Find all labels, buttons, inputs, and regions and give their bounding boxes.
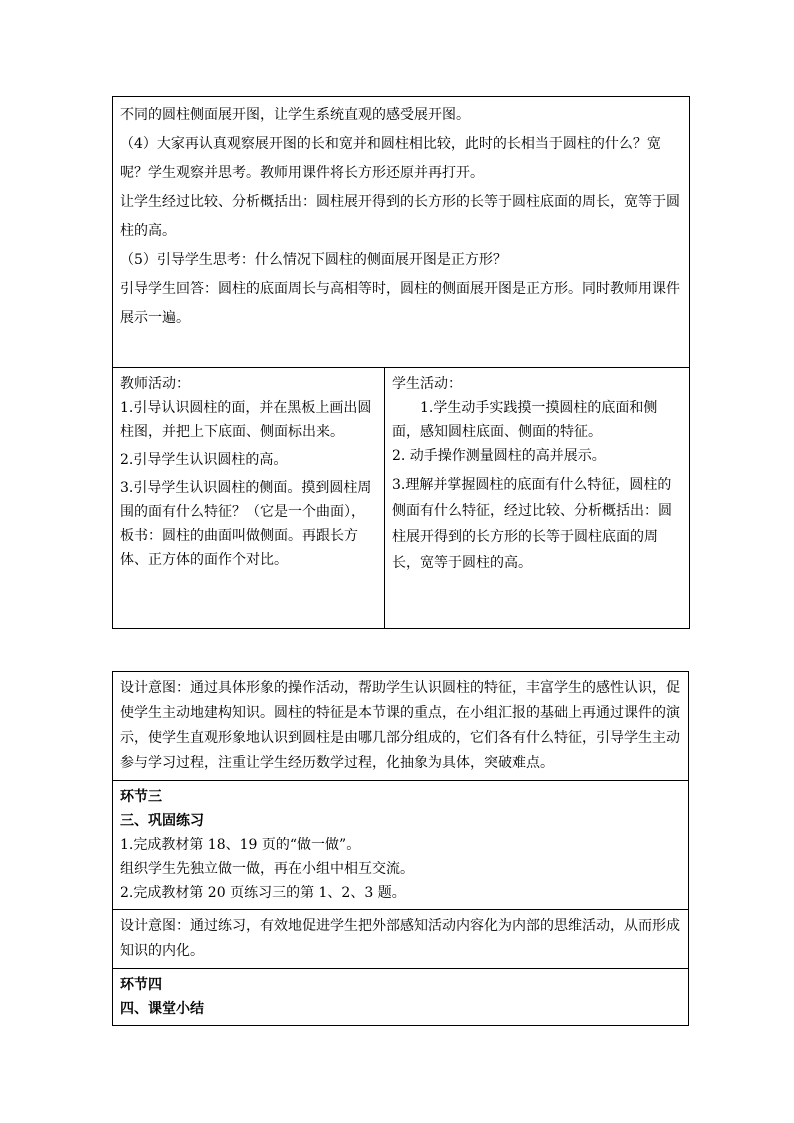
- section-3-cell: [113, 781, 689, 910]
- lesson-table-2: [112, 671, 689, 1026]
- section-3-line: 组织学生先独立做一做，再在小组中相互交流。: [120, 861, 414, 877]
- design-intent-text: 设计意图：通过练习，有效地促进学生把外部感知活动内容化为内部的思维活动，从而形成知识的内化。: [120, 918, 680, 959]
- intro-line: 不同的圆柱侧面展开图，让学生系统直观的感受展开图。: [120, 107, 470, 123]
- intro-line: （5）引导学生思考：什么情况下圆柱的侧面展开图是正方形？: [120, 252, 507, 268]
- section-4-cell: [113, 969, 689, 1026]
- section-3-label: 环节三: [120, 789, 162, 805]
- design-intent-cell-1: [113, 672, 689, 781]
- student-activity-cell: [385, 368, 690, 629]
- teacher-item: 1.引导认识圆柱的面，并在黑板上画出圆柱图，并把上下底面、侧面标出来。: [120, 400, 372, 440]
- section-3-line: 2.完成教材第 20 页练习三的第 1、2、3 题。: [120, 885, 406, 901]
- design-intent-text: 设计意图：通过具体形象的操作活动，帮助学生认识圆柱的特征，丰富学生的感性认识，促使学生主动地建构知识。圆柱的特征是本节课的重点，在小组汇报的基础上再通过课件的演示，使学生直观形象地认识到圆柱是由哪几部分组成的，它们各有什么特征，引导学生主动参与学习过程，注重让学生经历数学过程，化抽象为具体，突破难点。: [120, 680, 680, 771]
- student-item: 3.理解并掌握圆柱的底面有什么特征，圆柱的侧面有什么特征，经过比较、分析概括出：圆柱展开得到的长方形的长等于圆柱底面的周长，宽等于圆柱的高。: [392, 477, 672, 571]
- intro-line: 让学生经过比较、分析概括出：圆柱展开得到的长方形的长等于圆柱底面的周长，宽等于圆柱的高。: [120, 194, 680, 239]
- teacher-heading: 教师活动：: [120, 376, 190, 392]
- section-4-title: 四、课堂小结: [120, 1001, 204, 1017]
- student-item: 1.学生动手实践摸一摸圆柱的底面和侧面，感知圆柱底面、侧面的特征。: [392, 400, 658, 440]
- student-heading: 学生活动：: [392, 376, 462, 392]
- design-intent-cell-2: [113, 910, 689, 969]
- intro-line: （4）大家再认真观察展开图的长和宽并和圆柱相比较，此时的长相当于圆柱的什么？宽呢？学生观察并思考。教师用课件将长方形还原并再打开。: [120, 136, 661, 181]
- intro-cell: [113, 97, 690, 368]
- teacher-item: 2.引导学生认识圆柱的高。: [120, 452, 288, 468]
- section-3-title: 三、巩固练习: [120, 813, 204, 829]
- section-4-label: 环节四: [120, 977, 162, 993]
- lesson-table-1: [112, 96, 690, 629]
- teacher-item: 3.引导学生认识圆柱的侧面。摸到圆柱周围的面有什么特征？（它是一个曲面），板书：圆柱的曲面叫做侧面。再跟长方体、正方体的面作个对比。: [120, 480, 372, 568]
- section-3-line: 1.完成教材第 18、19 页的“做一做”。: [120, 837, 361, 853]
- student-item: 2. 动手操作测量圆柱的高并展示。: [392, 448, 606, 464]
- intro-line: 引导学生回答：圆柱的底面周长与高相等时，圆柱的侧面展开图是正方形。同时教师用课件展示一遍。: [120, 281, 680, 326]
- teacher-activity-cell: [113, 368, 385, 629]
